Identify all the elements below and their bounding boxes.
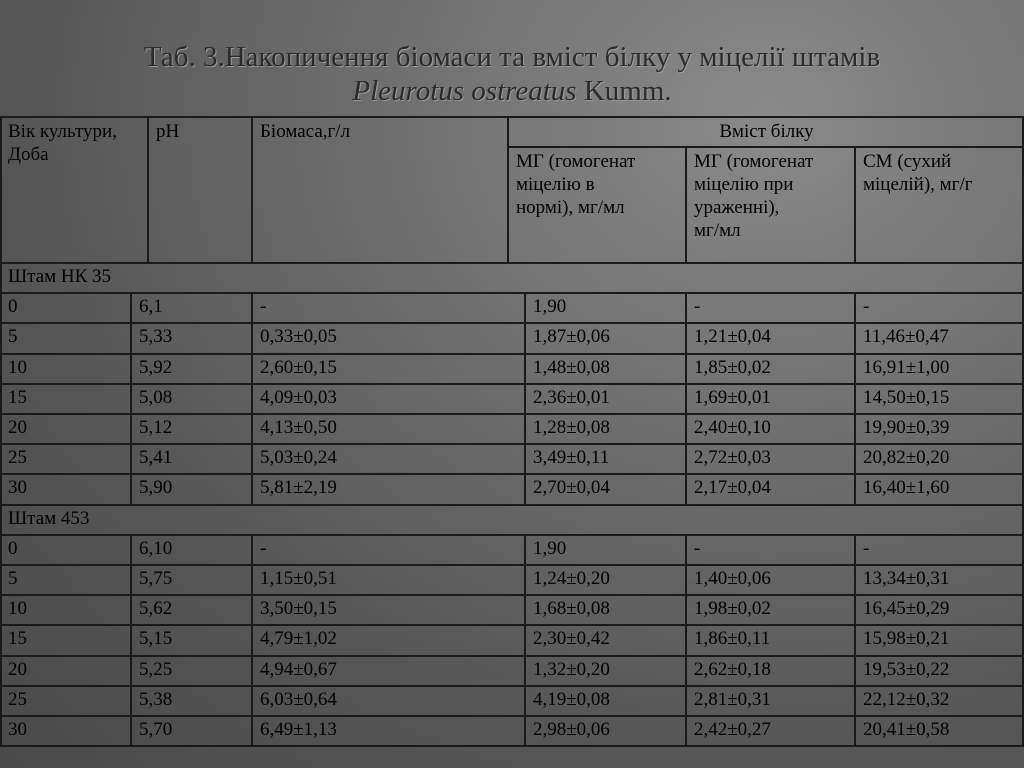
table-cell: 1,28±0,08 [533,417,610,438]
table-cell: 2,60±0,15 [260,356,337,378]
col-line [854,656,856,687]
table-cell: 10 [8,356,27,378]
col-line [130,686,132,717]
header-col-line [685,147,687,264]
table-cell: 1,90 [533,296,567,318]
col-line [130,474,132,505]
header-col-line [251,117,253,264]
table-cell: 2,17±0,04 [694,477,771,499]
col-line [854,384,856,415]
table-left-border [0,414,2,445]
col-line [524,595,526,626]
table-left-border [0,354,2,385]
col-line [130,414,132,445]
col-line [251,414,253,445]
table-cell: 5,08 [139,386,173,408]
table-cell: 6,10 [139,537,173,559]
table-cell: 4,94±0,67 [260,658,337,680]
header-age: Вік культури, Доба [8,121,117,165]
col-line [854,414,856,445]
col-line [854,323,856,354]
table-left-border [0,505,2,536]
col-line [130,354,132,385]
col-line [130,595,132,626]
table-cell: 25 [8,447,27,469]
col-line [251,535,253,566]
col-line [854,686,856,717]
col-line [685,716,687,747]
table-cell: 20,41±0,58 [863,719,950,740]
table-cell: 1,21±0,04 [694,326,771,348]
table-cell: 16,45±0,29 [863,598,950,620]
table-cell: 2,81±0,31 [694,688,771,710]
header-divider [508,146,1024,148]
table-cell: 2,98±0,06 [533,719,610,740]
col-line [130,535,132,566]
col-line [685,625,687,656]
table-cell: 10 [8,598,27,620]
col-line [251,384,253,415]
table-cell: 5,62 [139,598,173,620]
title-line-2 [0,74,1024,108]
col-line [524,414,526,445]
header-ph: pH [156,121,180,142]
table-left-border [0,686,2,717]
col-line [524,535,526,566]
table-cell: 5,03±0,24 [260,447,337,469]
col-line [685,323,687,354]
table-cell: 1,98±0,02 [694,598,771,620]
table-left-border [0,474,2,505]
table-cell: 2,62±0,18 [694,658,771,680]
header-cm: СМ (сухий міцелій), мг/г [863,151,973,195]
col-line [251,595,253,626]
col-line [854,474,856,505]
table-cell: 5,90 [139,477,173,499]
col-line [854,716,856,747]
col-line [251,716,253,747]
table-left-border [0,384,2,415]
header-col-line [507,117,509,264]
table-cell: 11,46±0,47 [863,326,949,348]
table-cell: 5,12 [139,417,173,438]
table-cell: 5,81±2,19 [260,477,337,499]
col-line [685,595,687,626]
table-left-border [0,117,2,264]
table-cell: 19,90±0,39 [863,417,950,438]
col-line [854,444,856,475]
col-line [854,354,856,385]
table-cell: 5,41 [139,447,173,469]
table-cell: 5,15 [139,628,173,650]
table-cell: 6,03±0,64 [260,688,337,710]
table-cell: 14,50±0,15 [863,386,950,408]
col-line [130,625,132,656]
table-cell: 2,42±0,27 [694,719,771,740]
table-cell: 30 [8,719,27,740]
col-line [130,293,132,324]
table-top-border [0,116,1024,118]
col-line [854,535,856,566]
table-cell: - [694,296,701,318]
table-cell: 5,33 [139,326,173,348]
col-line [130,565,132,596]
col-line [251,293,253,324]
table-cell: 2,36±0,01 [533,386,610,408]
table-cell: 1,32±0,20 [533,658,610,680]
strain-label: Штам 453 [8,507,90,529]
table-cell: 1,24±0,20 [533,568,610,589]
table-cell: 4,13±0,50 [260,417,337,438]
table-cell: 30 [8,477,27,499]
table-cell: 0 [8,296,18,318]
col-line [524,625,526,656]
table-cell: 15 [8,628,27,650]
col-line [685,354,687,385]
table-cell: 16,91±1,00 [863,356,950,378]
table-left-border [0,444,2,475]
col-line [854,625,856,656]
row-line [0,745,1024,747]
table-cell: 5,25 [139,658,173,680]
col-line [251,354,253,385]
title-line-1: Таб. 3.Накопичення біомаси та вміст білку у міцелії штамів [143,41,881,73]
header-protein: Вміст білку [719,121,814,142]
header-biomass: Біомаса,г/л [260,121,351,142]
col-line [524,716,526,747]
col-line [854,293,856,324]
table-cell: - [260,296,267,318]
table-cell: 5,75 [139,568,173,589]
table-cell: 5 [8,568,18,589]
table-left-border [0,565,2,596]
col-line [251,444,253,475]
table-cell: 19,53±0,22 [863,658,950,680]
table-cell: 6,1 [139,296,163,318]
table-cell: 2,30±0,42 [533,628,610,650]
table-left-border [0,263,2,294]
table-cell: 4,79±1,02 [260,628,337,650]
table-cell: 5 [8,326,18,348]
species-name: Pleurotus ostreatus [352,75,577,107]
table-cell: - [694,537,701,559]
table-cell: 0,33±0,05 [260,326,337,348]
table-cell: - [260,537,267,559]
table-left-border [0,323,2,354]
col-line [524,293,526,324]
table-cell: 3,50±0,15 [260,598,337,620]
col-line [524,354,526,385]
table-cell: 1,87±0,06 [533,326,610,348]
table-cell: 25 [8,688,27,710]
col-line [130,384,132,415]
table-cell: 15 [8,386,27,408]
table-cell: 1,69±0,01 [694,386,771,408]
col-line [685,565,687,596]
species-author: Kumm. [576,75,672,107]
table-cell: 2,72±0,03 [694,447,771,469]
table-cell: - [863,537,870,559]
col-line [130,323,132,354]
col-line [130,716,132,747]
table-cell: 4,09±0,03 [260,386,337,408]
header-mg-infected: МГ (гомогенат міцелію при ураженні), мг/мл [694,151,814,241]
col-line [685,656,687,687]
col-line [685,535,687,566]
col-line [854,565,856,596]
header-mg-norm: МГ (гомогенат міцелію в нормі), мг/мл [516,151,636,218]
col-line [685,384,687,415]
table-cell: 2,70±0,04 [533,477,610,499]
table-cell: 6,49±1,13 [260,719,337,740]
col-line [685,414,687,445]
table-cell: 16,40±1,60 [863,477,950,499]
col-line [524,686,526,717]
table-cell: - [863,296,870,318]
table-left-border [0,293,2,324]
col-line [251,656,253,687]
table-cell: 1,68±0,08 [533,598,610,620]
table-cell: 5,38 [139,688,173,710]
col-line [685,293,687,324]
col-line [251,625,253,656]
table-cell: 5,70 [139,719,173,740]
table-cell: 1,48±0,08 [533,356,610,378]
table-left-border [0,595,2,626]
col-line [685,444,687,475]
table-cell: 1,86±0,11 [694,628,771,650]
table-cell: 1,40±0,06 [694,568,771,589]
col-line [251,565,253,596]
table-cell: 22,12±0,32 [863,688,950,710]
col-line [130,656,132,687]
col-line [524,565,526,596]
table-cell: 1,15±0,51 [260,568,337,589]
table-cell: 1,85±0,02 [694,356,771,378]
table-cell: 0 [8,537,18,559]
table-cell: 13,34±0,31 [863,568,950,589]
col-line [524,323,526,354]
table-left-border [0,656,2,687]
header-col-line [147,117,149,264]
table-cell: 3,49±0,11 [533,447,610,469]
table-cell: 20,82±0,20 [863,447,950,469]
strain-label: Штам НК 35 [8,266,112,287]
col-line [524,384,526,415]
table-left-border [0,625,2,656]
col-line [524,656,526,687]
col-line [854,595,856,626]
table-cell: 15,98±0,21 [863,628,950,650]
table-cell: 20 [8,658,27,680]
col-line [685,686,687,717]
table-cell: 1,90 [533,537,567,559]
slide-title [0,40,1024,108]
col-line [130,444,132,475]
table-left-border [0,716,2,747]
table-cell: 4,19±0,08 [533,688,610,710]
table-cell: 5,92 [139,356,173,378]
table-left-border [0,535,2,566]
col-line [524,444,526,475]
col-line [251,323,253,354]
table-cell: 2,40±0,10 [694,417,771,438]
col-line [251,474,253,505]
col-line [251,686,253,717]
col-line [685,474,687,505]
header-col-line [854,147,856,264]
table-cell: 20 [8,417,27,438]
col-line [524,474,526,505]
